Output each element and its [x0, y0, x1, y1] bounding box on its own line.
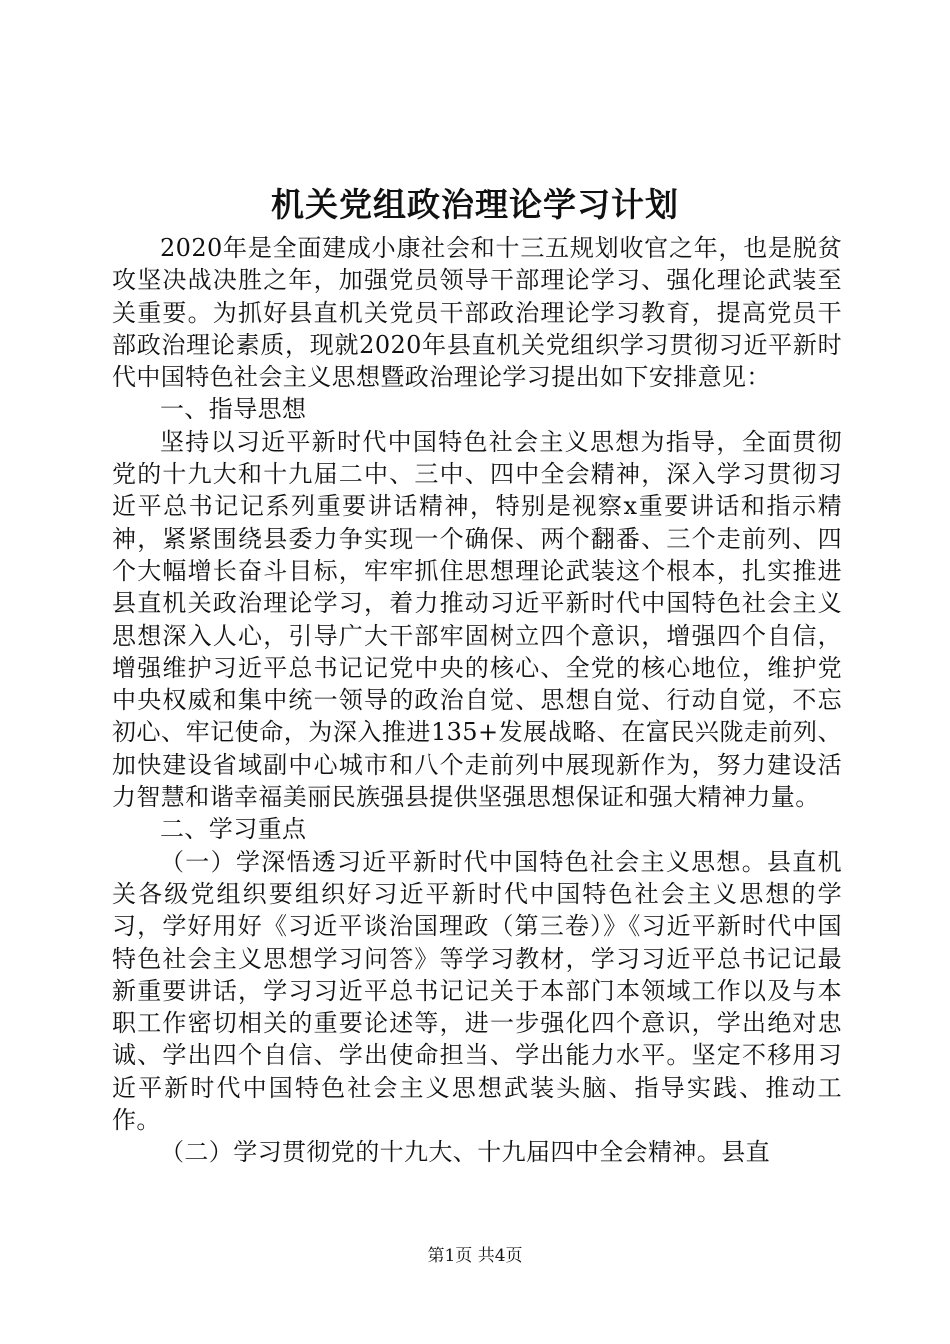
guiding-ideology-paragraph: 坚持以习近平新时代中国特色社会主义思想为指导，全面贯彻党的十九大和十九届二中、三中、四中全会精神，深入学习贯彻习近平总书记记系列重要讲话精神，特别是视察x重要讲话和指示精神，紧紧围绕县委力争实现一个确保、两个翻番、三个走前列、四个大幅增长奋斗目标，牢牢抓住思想理论武装这个根本，扎实推进县直机关政治理论学习，着力推动习近平新时代中国特色社会主义思想深入人心，引导广大干部牢固树立四个意识，增强四个自信，增强维护习近平总书记记党中央的核心、全党的核心地位，维护党中央权威和集中统一领导的政治自觉、思想自觉、行动自觉，不忘初心、牢记使命，为深入推进135+发展战略、在富民兴陇走前列、加快建设省域副中心城市和八个走前列中展现新作为，努力建设活力智慧和谐幸福美丽民族强县提供坚强思想保证和强大精神力量。 — [112, 427, 842, 812]
intro-paragraph: 2020年是全面建成小康社会和十三五规划收官之年，也是脱贫攻坚决战决胜之年，加强党员领导干部理论学习、强化理论武装至关重要。为抓好县直机关党员干部政治理论学习教育，提高党员干部政治理论素质，现就2020年县直机关党组织学习贯彻习近平新时代中国特色社会主义思想暨政治理论学习提出如下安排意见： — [112, 234, 842, 392]
page-footer: 第1页 共4页 — [427, 1246, 523, 1266]
section-heading-guiding-ideology: 一、指导思想 — [160, 395, 307, 424]
section-heading-study-focus: 二、学习重点 — [160, 815, 307, 844]
document-title: 机关党组政治理论学习计划 — [271, 185, 679, 224]
study-focus-paragraph-2: （二）学习贯彻党的十九大、十九届四中全会精神。县直 — [160, 1138, 770, 1167]
study-focus-paragraph-1: （一）学深悟透习近平新时代中国特色社会主义思想。县直机关各级党组织要组织好习近平新时代中国特色社会主义思想的学习，学好用好《习近平谈治国理政（第三卷）》《习近平新时代中国特色社会主义思想学习问答》等学习教材，学习习近平总书记记最新重要讲话，学习习近平总书记记关于本部门本领域工作以及与本职工作密切相关的重要论述等，进一步强化四个意识，学出绝对忠诚、学出四个自信、学出使命担当、学出能力水平。坚定不移用习近平新时代中国特色社会主义思想武装头脑、指导实践、推动工作。 — [112, 847, 842, 1135]
document-body — [112, 232, 842, 1169]
